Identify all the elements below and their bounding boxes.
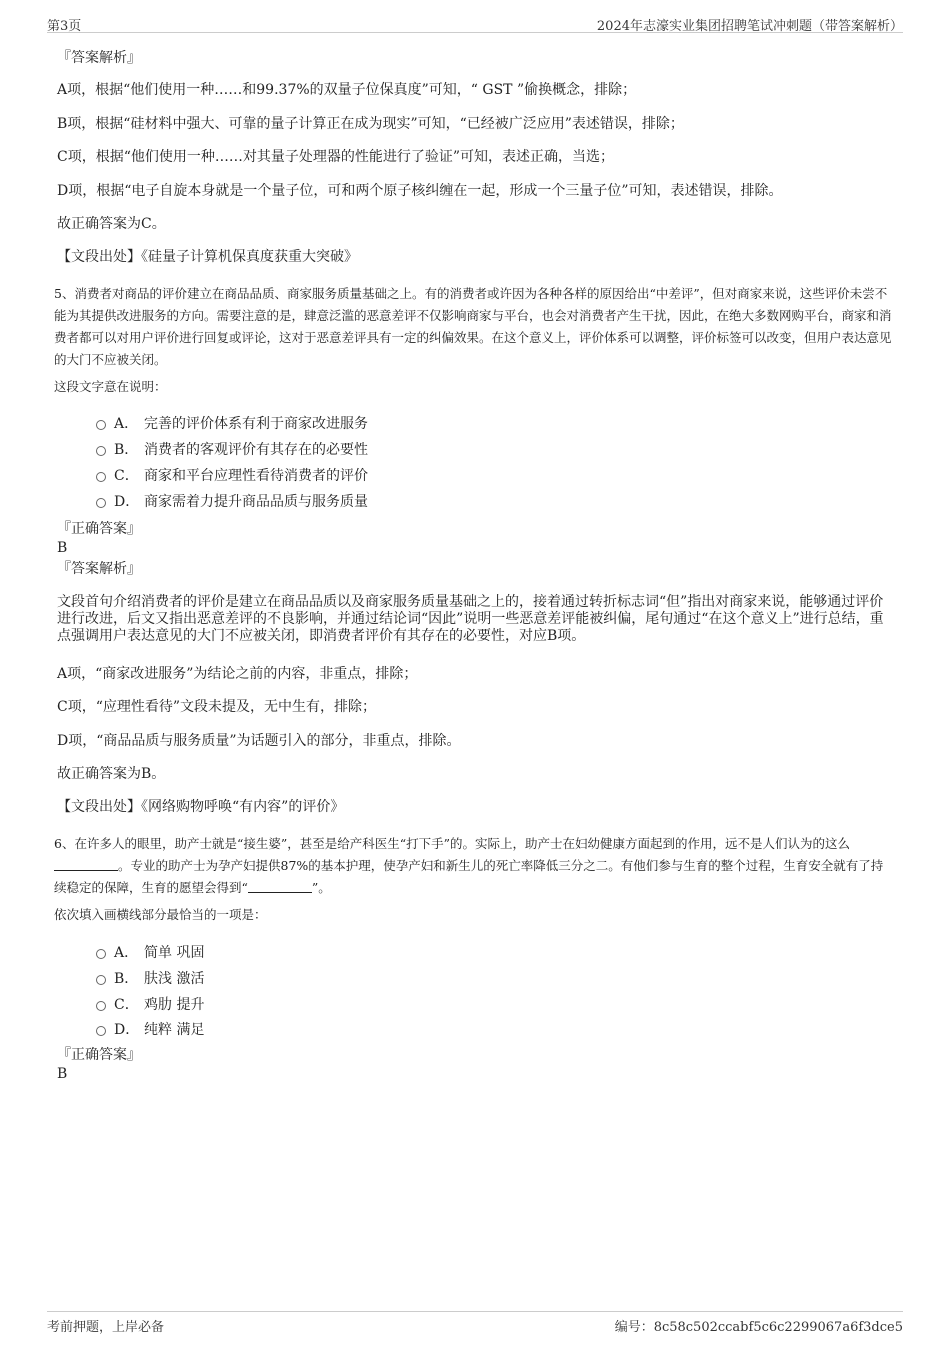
q5-option-c[interactable]: C． 商家和平台应理性看待消费者的评价	[96, 467, 368, 485]
fill-blank-1	[54, 858, 118, 871]
page-header	[47, 12, 903, 33]
radio-icon[interactable]	[96, 1026, 106, 1036]
footer-slogan: 考前押题，上岸必备	[47, 1320, 165, 1335]
q5-conclusion: 故正确答案为B。	[57, 766, 166, 782]
q5-analysis-line-c: C项，“应理性看待”文段未提及，无中生有，排除；	[57, 699, 377, 715]
q5-analysis-line-d: D项，“商品品质与服务质量”为话题引入的部分，非重点，排除。	[57, 733, 461, 749]
radio-icon[interactable]	[96, 498, 106, 508]
radio-icon[interactable]	[96, 420, 106, 430]
q4-analysis-line-d: D项，根据“电子自旋本身就是一个量子位，可和两个原子核纠缠在一起，形成一个三量子位”可知，表述错误，排除。	[57, 183, 783, 199]
q6-option-d[interactable]: D． 纯粹 满足	[96, 1021, 204, 1039]
q5-answer-label: 『正确答案』	[57, 521, 141, 537]
page-number: 第3页	[47, 19, 82, 34]
fill-blank-2	[248, 880, 312, 893]
q5-stem: 5、消费者对商品的评价建立在商品品质、商家服务质量基础之上。有的消费者或许因为各种各样的原因给出“中差评”，但对商家来说，这些评价未尝不能为其提供改进服务的方向。需要注意的是，肆意泛滥的恶意差评不仅影响商家与平台，也会对消费者产生干扰，因此，在绝大多数网购平台，商家和消费者都可以对用户评价进行回复或评论，这对于恶意差评具有一定的纠偏效果。在这个意义上，评价体系可以调整，评价标签可以改变，但用户表达意见的大门不应被关闭。	[54, 286, 892, 367]
q5-analysis-label: 『答案解析』	[57, 561, 141, 577]
q5-option-d[interactable]: D． 商家需着力提升商品品质与服务质量	[96, 493, 368, 511]
radio-icon[interactable]	[96, 975, 106, 985]
q6-answer: B	[57, 1066, 68, 1082]
q4-source: 【文段出处】《硅量子计算机保真度获重大突破》	[57, 249, 358, 265]
q6-option-a[interactable]: A． 简单 巩固	[96, 944, 204, 962]
q5-analysis: 文段首句介绍消费者的评价是建立在商品品质以及商家服务质量基础之上的，接着通过转折标志词“但”指出对商家来说，能够通过评价进行改进，后文又指出恶意差评的不良影响，并通过结论词“因此”说明一些恶意差评能被纠偏，尾句通过“在这个意义上”进行总结，重点强调用户表达意见的大门不应被关闭，即消费者评价有其存在的必要性，对应B项。	[57, 594, 884, 644]
document-id: 编号：8c58c502ccabf5c6c2299067a6f3dce5	[614, 1320, 903, 1335]
q4-analysis-line-a: A项，根据“他们使用一种……和99.37%的双量子位保真度”可知，“ GST ”偷换概念，排除；	[57, 82, 637, 98]
q5-answer: B	[57, 540, 68, 556]
q5-option-a[interactable]: A． 完善的评价体系有利于商家改进服务	[96, 415, 368, 433]
q4-analysis-line-b: B项，根据“硅材料中强大、可靠的量子计算正在成为现实”可知，“已经被广泛应用”表述错误，排除；	[57, 116, 684, 132]
q6-prompt: 依次填入画横线部分最恰当的一项是：	[54, 907, 267, 922]
q5-prompt: 这段文字意在说明：	[54, 379, 167, 394]
radio-icon[interactable]	[96, 472, 106, 482]
q5-source: 【文段出处】《网络购物呼唤“有内容”的评价》	[57, 799, 345, 815]
radio-icon[interactable]	[96, 1001, 106, 1011]
q4-analysis-line-c: C项，根据“他们使用一种……对其量子处理器的性能进行了验证”可知，表述正确，当选；	[57, 149, 615, 165]
q6-stem: 6、在许多人的眼里，助产士就是“接生婆”，甚至是给产科医生“打下手”的。实际上，助产士在妇幼健康方面起到的作用，远不是人们认为的这么。专业的助产士为孕产妇提供87%的基本护理，使孕产妇和新生儿的死亡率降低三分之二。有他们参与生育的整个过程，生育安全就有了持续稳定的保障，生育的愿望会得到“ ”。	[54, 836, 884, 895]
q4-conclusion: 故正确答案为C。	[57, 216, 166, 232]
q6-answer-label: 『正确答案』	[57, 1047, 141, 1063]
q4-analysis-label: 『答案解析』	[57, 50, 141, 66]
q5-option-b[interactable]: B． 消费者的客观评价有其存在的必要性	[96, 441, 368, 459]
q6-option-c[interactable]: C． 鸡肋 提升	[96, 996, 204, 1014]
document-title: 2024年志濠实业集团招聘笔试冲刺题（带答案解析）	[596, 19, 903, 34]
radio-icon[interactable]	[96, 446, 106, 456]
page-footer	[47, 1311, 903, 1336]
q5-analysis-line-a: A项，“商家改进服务”为结论之前的内容，非重点，排除；	[57, 666, 418, 682]
q6-option-b[interactable]: B． 肤浅 激活	[96, 970, 204, 988]
radio-icon[interactable]	[96, 949, 106, 959]
